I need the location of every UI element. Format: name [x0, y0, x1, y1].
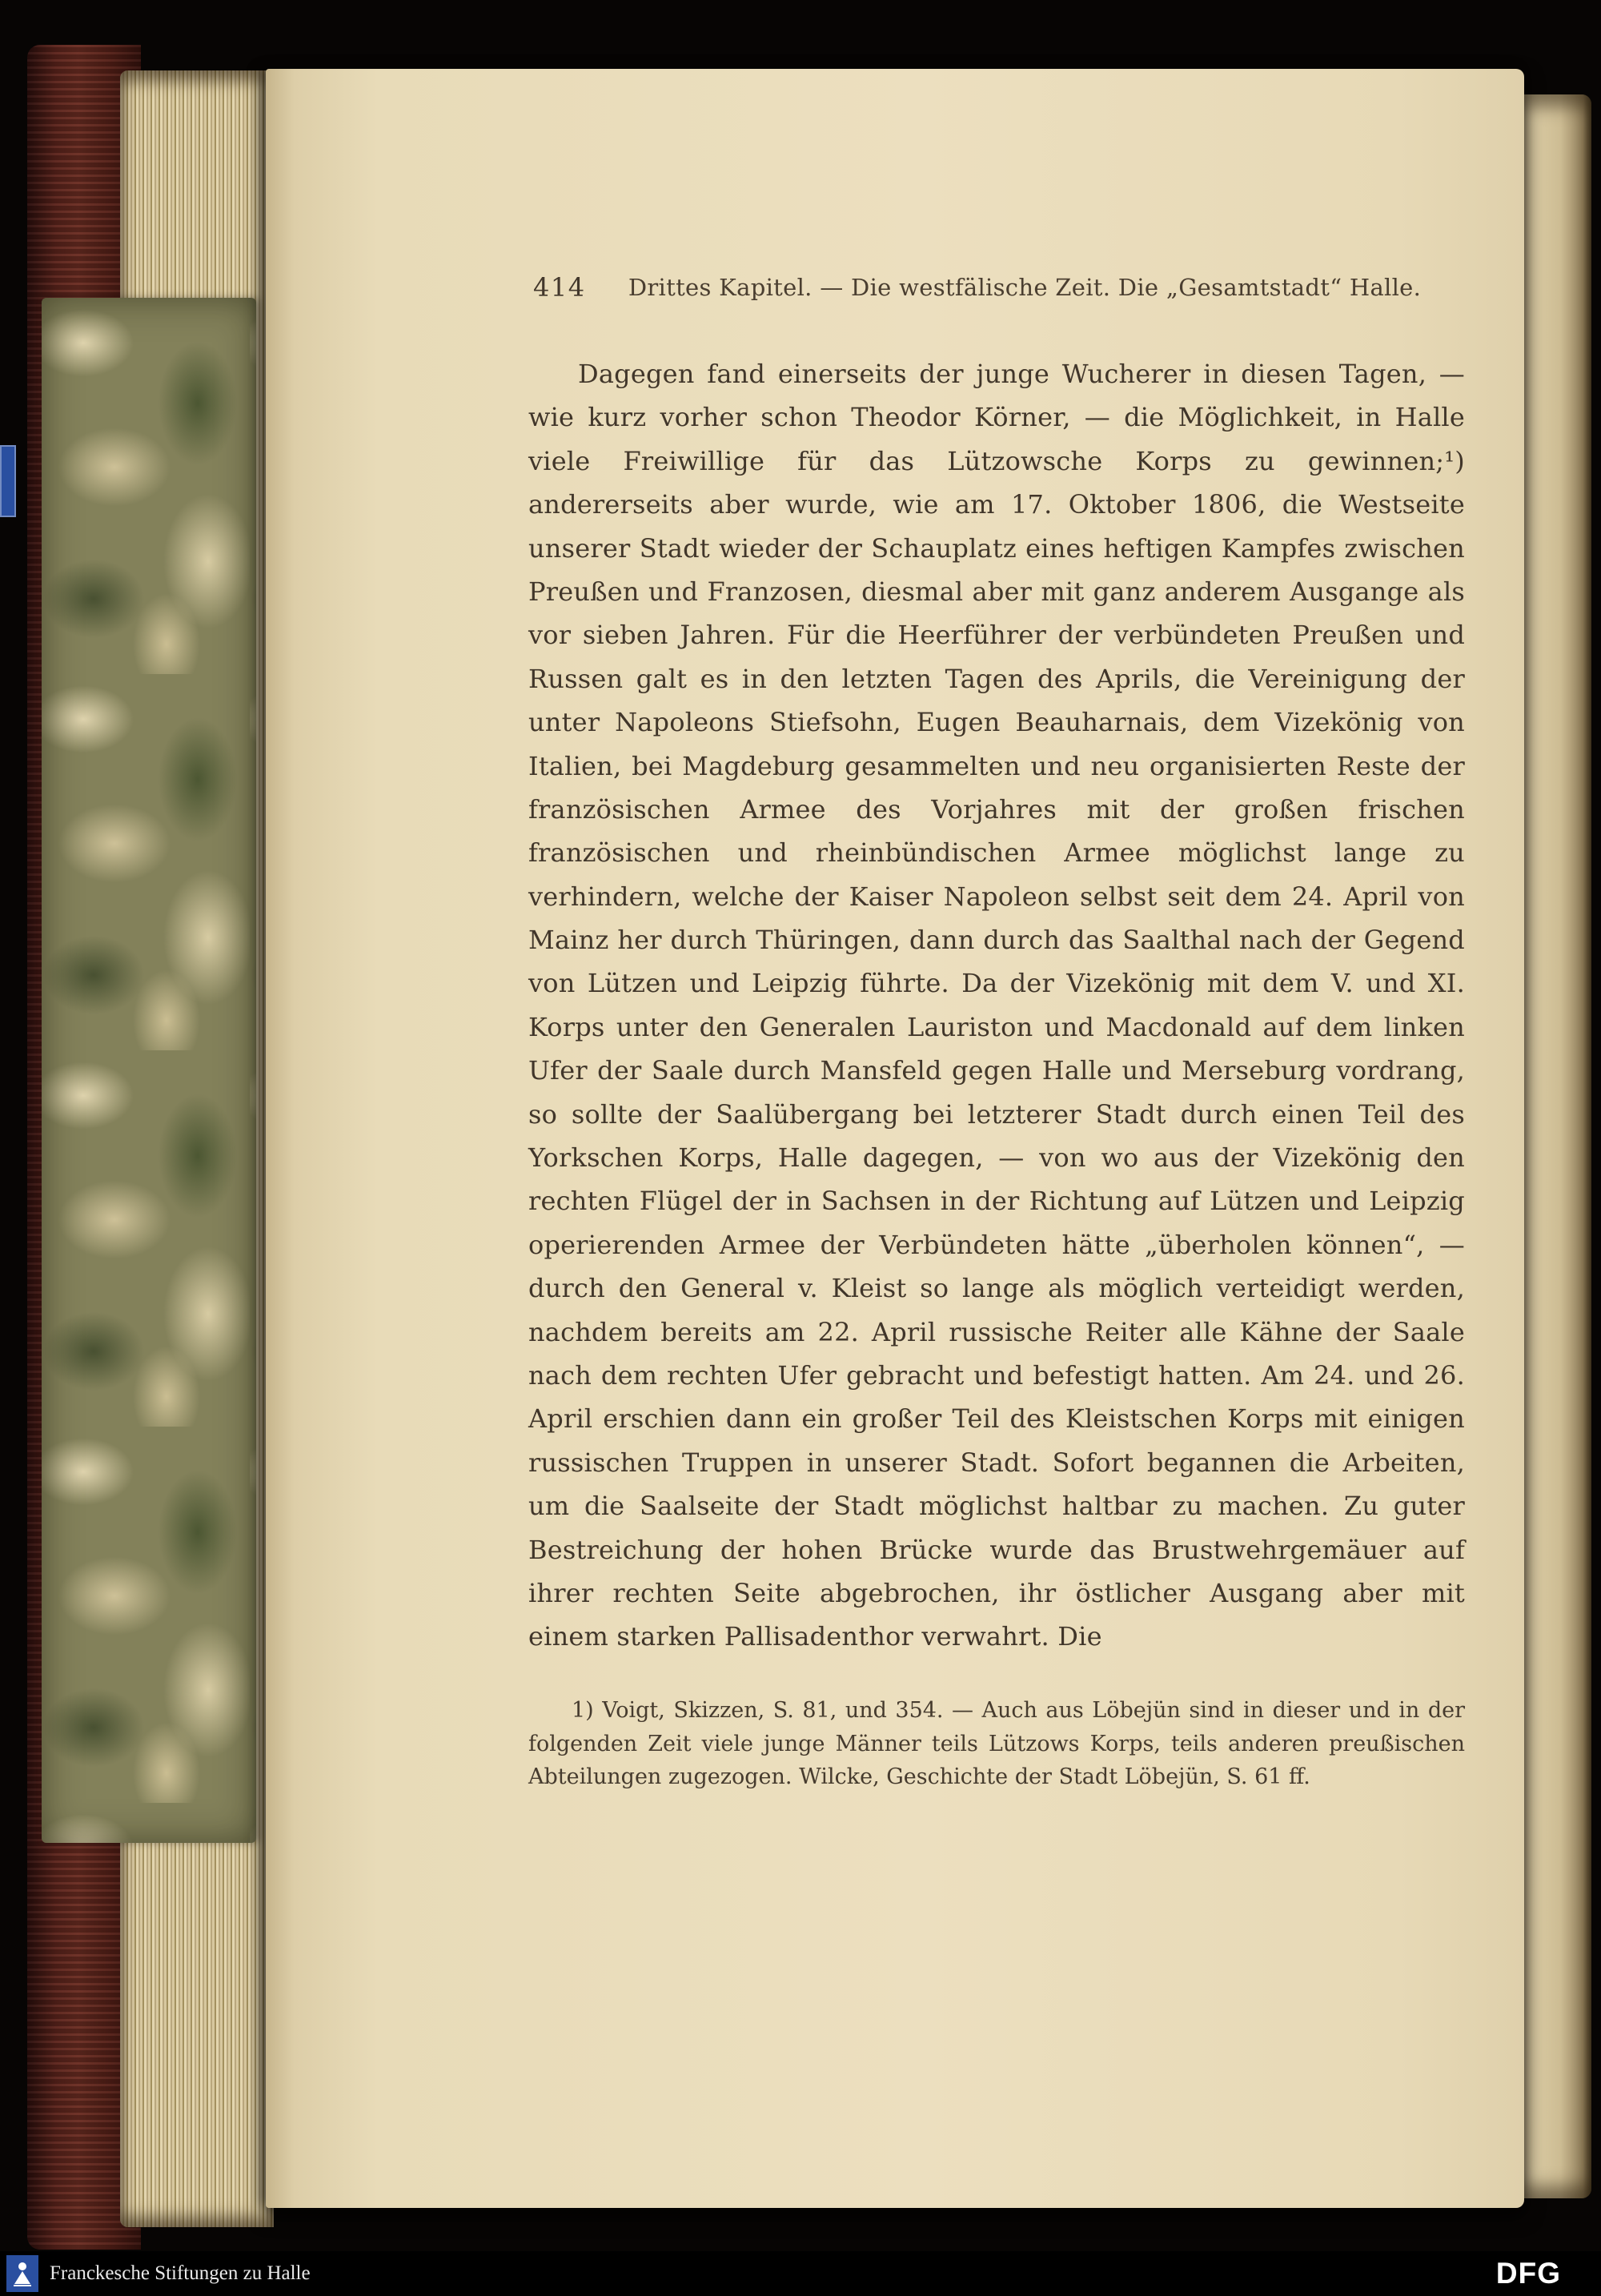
page-header [528, 274, 1465, 311]
underlying-page-edge [1523, 94, 1591, 2198]
page-content-area [266, 69, 1524, 2208]
viewer-footer-bar [0, 2251, 1601, 2296]
stiftungen-watermark-badge [0, 445, 16, 517]
running-header: Drittes Kapitel. — Die westfälische Zeit. Die „Gesamtstadt“ Halle. [628, 274, 1422, 301]
marbled-cover-paper [42, 298, 256, 1843]
footer-library-block [6, 2255, 311, 2292]
page-number: 414 [533, 272, 586, 303]
body-text: Dagegen fand einerseits der junge Wucherer in diesen Tagen, — wie kurz vorher schon Theodor Körner, — die Möglichkeit, in Halle viele Freiwillige für das Lützowsche Korps zu gewinnen;¹) andererseits aber wurde, wie am 17. Oktober 1806, die Westseite unserer Stadt wieder der Schauplatz eines heftigen Kampfes zwischen Preußen und Franzosen, diesmal aber mit ganz anderem Ausgange als vor sieben Jahren. Für die Heerführer der verbündeten Preußen und Russen galt es in den letzten Tagen des Aprils, die Vereinigung der unter Napoleons Stiefsohn, Eugen Beauharnais, dem Vizekönig von Italien, bei Magdeburg gesammelten und neu organisierten Reste der französischen Armee des Vorjahres mit der großen frischen französischen und rheinbündischen Armee möglichst lange zu verhindern, welche der Kaiser Napoleon selbst seit dem 24. April von Mainz her durch Thüringen, dann durch das Saalthal nach der Gegend von Lützen und Leipzig führte. Da der Vizekönig mit dem V. und XI. Korps unter den Generalen Lauriston und Macdonald auf dem linken Ufer der Saale durch Mansfeld gegen Halle und Merseburg vordrang, so sollte der Saalübergang bei letzterer Stadt durch einen Teil des Yorkschen Korps, Halle dagegen, — von wo aus der Vizekönig den rechten Flügel der in Sachsen in der Richtung auf Lützen und Leipzig operierenden Armee der Verbündeten hätte „überholen können“, — durch den General v. Kleist so lange als möglich verteidigt werden, nachdem bereits am 22. April russische Reiter alle Kähne der Saale nach dem rechten Ufer gebracht und befestigt hatten. Am 24. und 26. April erschien dann ein großer Teil des Kleistschen Korps mit einigen russischen Truppen in unserer Stadt. Sofort begannen die Arbeiten, um die Saalseite der Stadt möglichst haltbar zu machen. Zu guter Bestreichung der hohen Brücke wurde das Brustwehrgemäuer auf ihrer rechten Seite abgebrochen, ihr östlicher Ausgang aber mit einem starken Pallisadenthor verwahrt. Die [528, 359, 1465, 1652]
book-page [266, 69, 1524, 2208]
library-name-label: Franckesche Stiftungen zu Halle [50, 2262, 311, 2284]
footnote-text: 1) Voigt, Skizzen, S. 81, und 354. — Auch aus Löbejün sind in dieser und in der folgenden Zeit viele junge Männer teils Lützows Korps, teils anderen preußischen Abteilungen zugezogen. Wilcke, Geschichte der Stadt Löbejün, S. 61 ff. [528, 1697, 1465, 1790]
dfg-logo: DFG [1495, 2257, 1561, 2290]
franckesche-stiftungen-logo-icon [6, 2255, 38, 2292]
